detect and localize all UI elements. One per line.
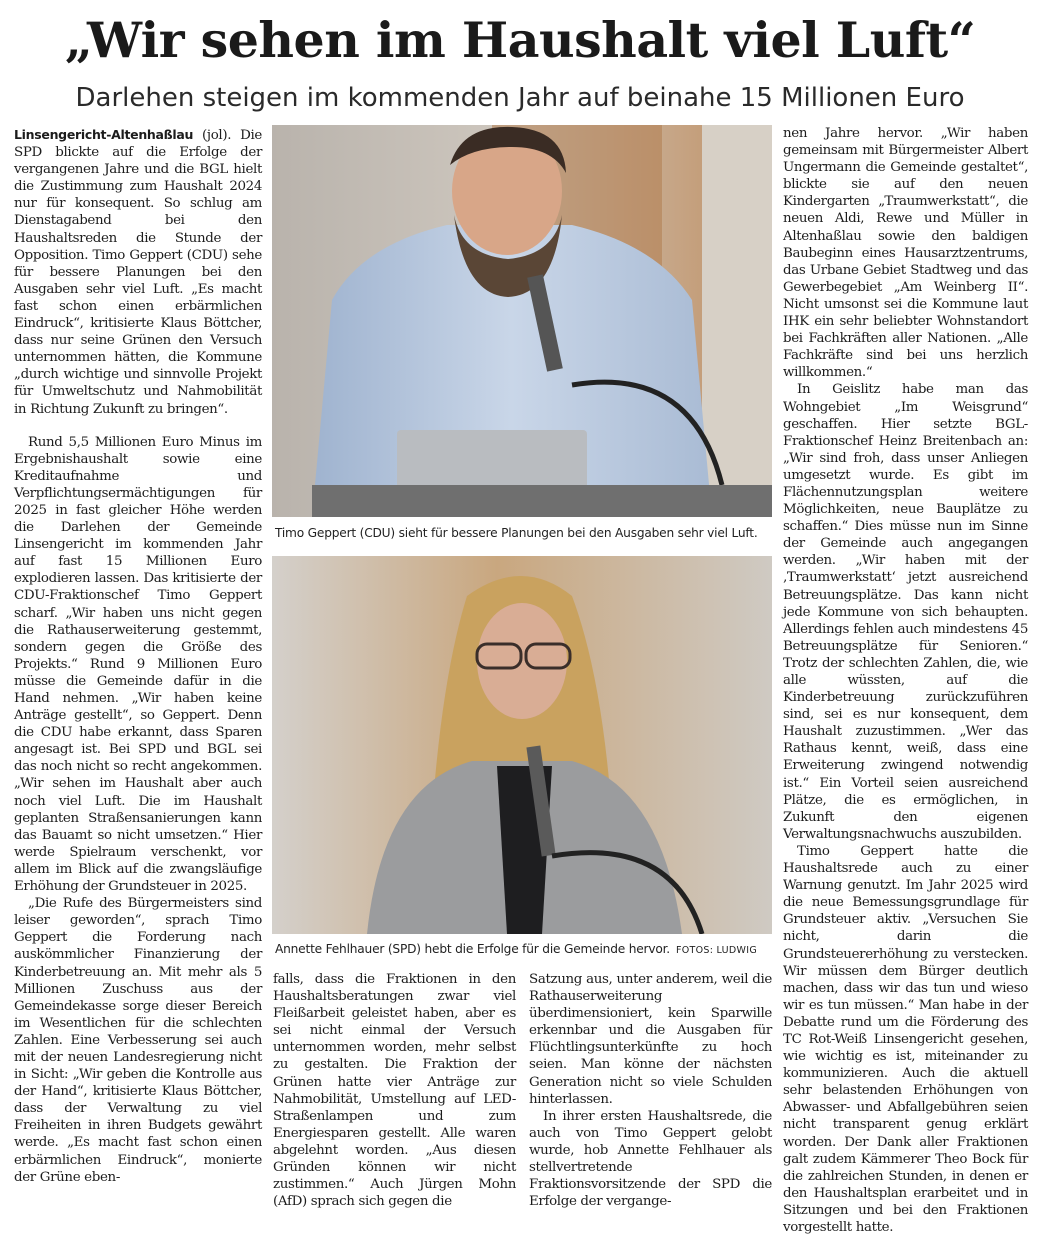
- paragraph: nen Jahre hervor. „Wir haben gemeinsam mit Bürgermeister Albert Ungermann die Gemeinde gestaltet“, blickte sie auf den neuen Kindergarten „Traumwerkstatt“, die neuen Aldi, Rewe und Müller in Altenhaßlau sowie den baldigen Baubeginn eines Hausarztzentrums, das Urbane Gebiet Stadtweg und das Gewerbegebiet „Am Weinberg II“. Nicht umsonst sei die Kommune laut IHK ein sehr beliebter Wohnstandort bei Fachkräften aller Nationen. „Alle Fachkräfte sind bei uns herzlich willkommen.“: [783, 126, 1028, 381]
- column-4: [783, 125, 1028, 1236]
- paragraph: Timo Geppert hatte die Haushaltsrede auch zu einer Warnung genutzt. Im Jahr 2025 wird die neue Bemessungsgrundlage für Grundsteuer aktiv. „Versuchen Sie nicht, darin die Grundsteuererhöhung zu verstecken. Wir müssen dem Bürger deutlich machen, dass wir das tun und wieso wir es tun müssen.“ Man habe in der Debatte rund um die Förderung des TC Rot-Weiß Linsengericht gesehen, wie wichtig es ist, miteinander zu kommunizieren. Auch die aktuell sehr belastenden Erhöhungen von Abwasser- und Abfallgebühren seien nicht transparent genug erklärt worden. Der Dank aller Fraktionen galt zudem Kämmerer Theo Bock für die zahlreichen Stunden, in denen er den Haushaltsplan erarbeitet und in Sitzungen und bei den Fraktionen vorgestellt hatte.: [783, 843, 1028, 1235]
- paragraph: Satzung aus, unter anderem, weil die Rathauserweiterung überdimensioniert, kein Sparwille erkennbar und die Ausgaben für Flüchtlingsunterkünfte zu hoch seien. Man könne der nächsten Generation nicht so viele Schulden hinterlassen.: [529, 972, 772, 1107]
- photo-annette-fehlhauer: [272, 556, 772, 934]
- column-1: [14, 126, 262, 1186]
- paragraph: Rund 5,5 Millionen Euro Minus im Ergebnishaushalt sowie eine Kreditaufnahme und Verpflichtungsermächtigungen für 2025 in fast gleicher Höhe werden die Darlehen der Gemeinde Linsengericht im kommenden Jahr auf fast 15 Millionen Euro explodieren lassen. Das kritisierte der CDU-Fraktionschef Timo Geppert scharf. „Wir haben uns nicht gegen die Rathauserweiterung gestemmt, sondern gegen die Größe des Projekts.“ Rund 9 Millionen Euro müsse die Gemeinde dafür in die Hand nehmen. „Wir haben keine Anträge gestellt“, so Geppert. Denn die CDU habe erkannt, dass Sparen angesagt ist. Bei SPD und BGL sei das noch nicht so recht angekommen. „Wir sehen im Haushalt aber auch noch viel Luft. Die im Haushalt geplanten Straßensanierungen kann das Bauamt so nicht umsetzen.“ Hier werde Spielraum verschenkt, vor allem im Blick auf die zwangsläufige Erhöhung der Grundsteuer in 2025.: [14, 434, 262, 895]
- paragraph: „Die Rufe des Bürgermeisters sind leiser geworden“, sprach Timo Geppert die Forderung nach auskömmlicher Finanzierung der Kinderbetreuung an. Mit mehr als 5 Millionen Zuschuss aus der Gemeindekasse sorge dieser Bereich im Wesentlichen für die schlechten Zahlen. Eine Verbesserung sei auch mit der neuen Landesregierung nicht in Sicht: „Wir geben die Kontrolle aus der Hand“, kritisierte Klaus Böttcher, dass der Verwaltung zu viel Freiheiten in ihren Budgets gewährt werde. „Es macht fast schon einen erbärmlichen Eindruck“, monierte der Grüne eben-: [14, 896, 262, 1185]
- photo-timo-geppert: [272, 125, 772, 517]
- paragraph: In ihrer ersten Haushaltsrede, die auch von Timo Geppert gelobt wurde, hob Annette Fehlhauer als stellvertretende Fraktionsvorsitzende der SPD die Erfolge der vergange-: [529, 1108, 772, 1210]
- paragraph: In Geislitz habe man das Wohngebiet „Im Weisgrund“ geschaffen. Hier setzte BGL-Fraktionschef Heinz Breitenbach an: „Wir sind froh, dass unser Anliegen umgesetzt wurde. Es gibt im Flächennutzungsplan weitere Möglichkeiten, neue Bauplätze zu schaffen.“ Dies müsse nun im Sinne der Gemeinde auch angegangen werden. „Wir haben mit der ‚Traumwerkstatt‘ jetzt ausreichend Betreuungsplätze. Das kann nicht jede Kommune von sich behaupten. Allerdings fehlen auch mindestens 45 Betreuungsplätze für Senioren.“ Trotz der schlechten Zahlen, die, wie alle wüssten, auf die Kinderbetreuung zurückzuführen sind, sei es nur konsequent, dem Haushalt zuzustimmen. „Wer das Rathaus kennt, weiß, dass eine Erweiterung zwingend notwendig ist.“ Ein Vorteil seien ausreichend Plätze, die es ermöglichen, in Zukunft den eigenen Verwaltungsnachwuchs auszubilden.: [783, 382, 1028, 842]
- photo-caption-bottom: [275, 941, 772, 959]
- photo-credit: FOTOS: LUDWIG: [675, 945, 758, 956]
- dateline: Linsengericht-Altenhaßlau: [14, 127, 194, 142]
- headline: „Wir sehen im Haushalt viel Luft“: [64, 11, 976, 69]
- caption-text: Annette Fehlhauer (SPD) hebt die Erfolge für die Gemeinde hervor.: [275, 942, 670, 956]
- column-3: [529, 971, 772, 1210]
- column-2: [273, 971, 516, 1210]
- subheadline: Darlehen steigen im kommenden Jahr auf beinahe 15 Millionen Euro: [75, 83, 965, 113]
- speaker-man-illustration: [272, 125, 772, 517]
- paragraph: falls, dass die Fraktionen in den Haushaltsberatungen zwar viel Fleißarbeit geleistet haben, aber es sei nicht einmal der Versuch unternommen worden, mehr selbst zu gestalten. Die Fraktion der Grünen hatte vier Anträge zur Nahmobilität, Umstellung auf LED-Straßenlampen und zum Energiesparen gestellt. Alle waren abgelehnt worden. „Aus diesen Gründen können wir nicht zustimmen.“ Auch Jürgen Mohn (AfD) sprach sich gegen die: [273, 972, 516, 1210]
- paragraph-text: (jol). Die SPD blickte auf die Erfolge der vergangenen Jahre und die BGL hielt die Zustimmung zum Haushalt 2024 nur für konsequent. So schlug am Dienstagabend bei den Haushaltsreden die Stunde der Opposition. Timo Geppert (CDU) sehe für bessere Planungen bei den Ausgaben sehr viel Luft. „Es macht fast schon einen erbärmlichen Eindruck“, kritisierte Klaus Böttcher, dass nur seine Grünen den Versuch unternommen hätten, die Kommune „durch wichtige und sinnvolle Projekt für Umweltschutz und Nahmobilität in Richtung Zukunft zu bringen“.: [14, 128, 262, 417]
- speaker-woman-illustration: [272, 556, 772, 934]
- paragraph: [14, 126, 262, 418]
- photo-caption-top: Timo Geppert (CDU) sieht für bessere Planungen bei den Ausgaben sehr viel Luft.: [275, 526, 758, 540]
